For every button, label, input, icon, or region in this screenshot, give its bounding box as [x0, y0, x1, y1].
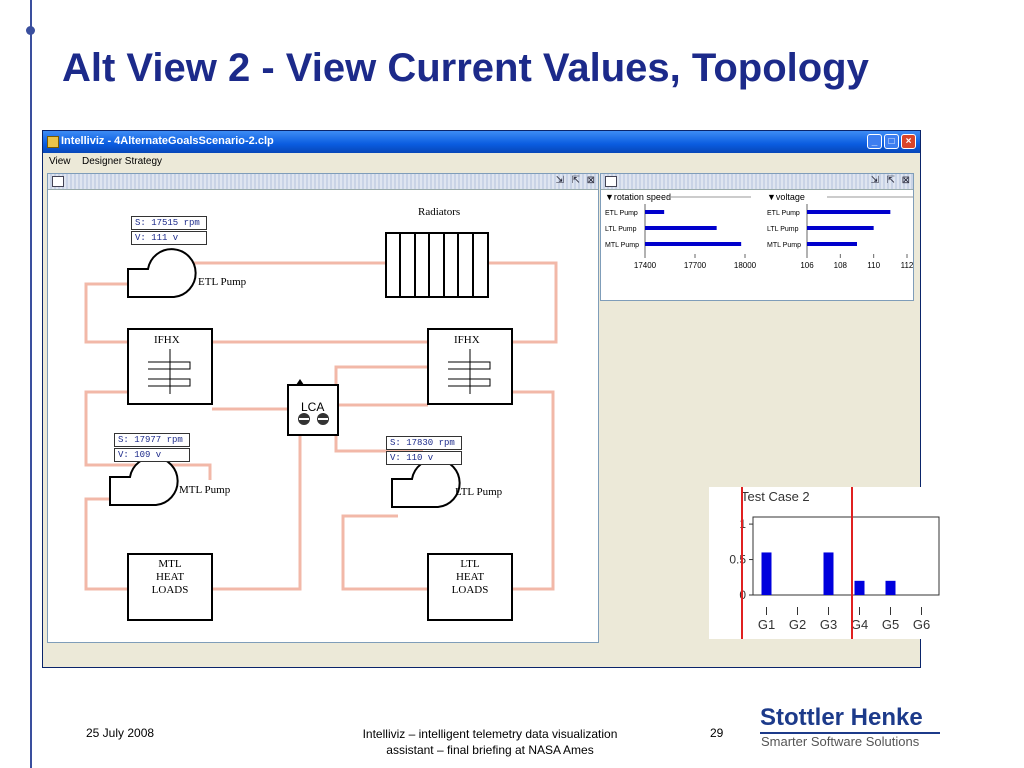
- ltl-heat-loads-label: LTL HEAT LOADS: [451, 558, 489, 596]
- test-case-chart: [709, 487, 951, 639]
- bar-tick-label: 110: [867, 261, 881, 270]
- pane-window-icon: [52, 176, 64, 187]
- mtl-pump-label: MTL Pump: [179, 484, 231, 496]
- bar: [807, 226, 874, 230]
- radiators-label: Radiators: [418, 206, 461, 218]
- x-tick-label: G5: [881, 617, 900, 632]
- bar: [855, 581, 865, 595]
- bar-category-label: MTL Pump: [767, 242, 801, 249]
- footer-text: Intelliviz – intelligent telemetry data visualization assistant – final briefing at NASA Ames: [362, 727, 618, 757]
- ifhx-right-label: IFHX: [454, 334, 480, 346]
- ltl-voltage-value: V: 110 v: [386, 451, 462, 465]
- y-tick-label: 0.5: [729, 552, 746, 567]
- bar: [645, 226, 717, 230]
- bar-tick-label: 17400: [633, 261, 657, 270]
- bar-category-label: LTL Pump: [605, 226, 637, 233]
- menubar: [43, 153, 920, 170]
- page-number: 29: [710, 726, 724, 740]
- bar-panel-title: ▼rotation speed: [605, 192, 671, 202]
- bar-charts: [601, 190, 913, 300]
- maximize-pane-icon[interactable]: ⇱: [886, 175, 895, 186]
- restore-icon[interactable]: ⇲: [870, 175, 879, 186]
- window-title: Intelliviz - 4AlternateGoalsScenario-2.clp: [61, 135, 274, 147]
- bar-category-label: ETL Pump: [767, 210, 800, 217]
- close-icon[interactable]: ×: [901, 134, 916, 149]
- menu-designer-strategy[interactable]: Designer Strategy: [82, 156, 163, 167]
- bar-pane-header[interactable]: [601, 174, 913, 190]
- bar: [886, 581, 896, 595]
- minimize-icon[interactable]: _: [867, 134, 882, 149]
- restore-icon[interactable]: ⇲: [555, 175, 564, 186]
- topology-pane-header[interactable]: [48, 174, 598, 190]
- bar-tick-label: 18000: [733, 261, 757, 270]
- plot-area: [753, 517, 939, 595]
- company-tagline: Smarter Software Solutions: [761, 734, 920, 749]
- maximize-icon[interactable]: □: [884, 134, 899, 149]
- etl-speed-value: S: 17515 rpm: [131, 216, 207, 230]
- ltl-speed-value: S: 17830 rpm: [386, 436, 462, 450]
- bar-category-label: ETL Pump: [605, 210, 638, 217]
- maximize-pane-icon[interactable]: ⇱: [571, 175, 580, 186]
- pane-window-icon: [605, 176, 617, 187]
- lca-label: LCA: [301, 400, 325, 414]
- x-tick-label: G2: [788, 617, 807, 632]
- bar-tick-label: 108: [833, 261, 848, 270]
- slide-border-line: [30, 0, 32, 768]
- etl-voltage-value: V: 111 v: [131, 231, 207, 245]
- menu-view[interactable]: View: [49, 156, 71, 167]
- mtl-speed-value: S: 17977 rpm: [114, 433, 190, 447]
- window-titlebar[interactable]: [43, 131, 920, 153]
- bar-tick-label: 106: [800, 261, 814, 270]
- chart-title: Test Case 2: [741, 489, 810, 504]
- x-tick-label: G6: [912, 617, 931, 632]
- ifhx-left-label: IFHX: [154, 334, 180, 346]
- mtl-heat-loads-label: MTL HEAT LOADS: [151, 558, 189, 596]
- bar: [824, 552, 834, 595]
- bar: [645, 242, 741, 246]
- footer-date: 25 July 2008: [86, 726, 155, 740]
- y-tick-label: 1: [739, 517, 746, 532]
- etl-pump-label: ETL Pump: [198, 276, 247, 288]
- bar-category-label: MTL Pump: [605, 242, 639, 249]
- ltl-pump-label: LTL Pump: [455, 486, 503, 498]
- bar-panel-title: ▼voltage: [767, 192, 805, 202]
- topology-pane: [47, 173, 599, 643]
- bar: [807, 210, 890, 214]
- test-case-chart-svg: [709, 487, 951, 639]
- bar: [645, 210, 664, 214]
- x-tick-label: G4: [850, 617, 869, 632]
- bar-tick-label: 112: [900, 261, 913, 270]
- company-logo: Stottler Henke: [760, 704, 923, 731]
- slide-title: Alt View 2 - View Current Values, Topology: [62, 46, 869, 90]
- x-tick-label: G3: [819, 617, 838, 632]
- slide-bullet-dot: [26, 26, 35, 35]
- bar-tick-label: 17700: [683, 261, 707, 270]
- x-tick-label: G1: [757, 617, 776, 632]
- close-pane-icon[interactable]: ⊠: [586, 175, 595, 186]
- close-pane-icon[interactable]: ⊠: [901, 175, 910, 186]
- y-tick-label: 0: [739, 588, 746, 602]
- mtl-voltage-value: V: 109 v: [114, 448, 190, 462]
- bar-chart-pane: [600, 173, 914, 301]
- app-icon: [47, 136, 59, 148]
- bar: [807, 242, 857, 246]
- bar: [762, 552, 772, 595]
- bar-category-label: LTL Pump: [767, 226, 799, 233]
